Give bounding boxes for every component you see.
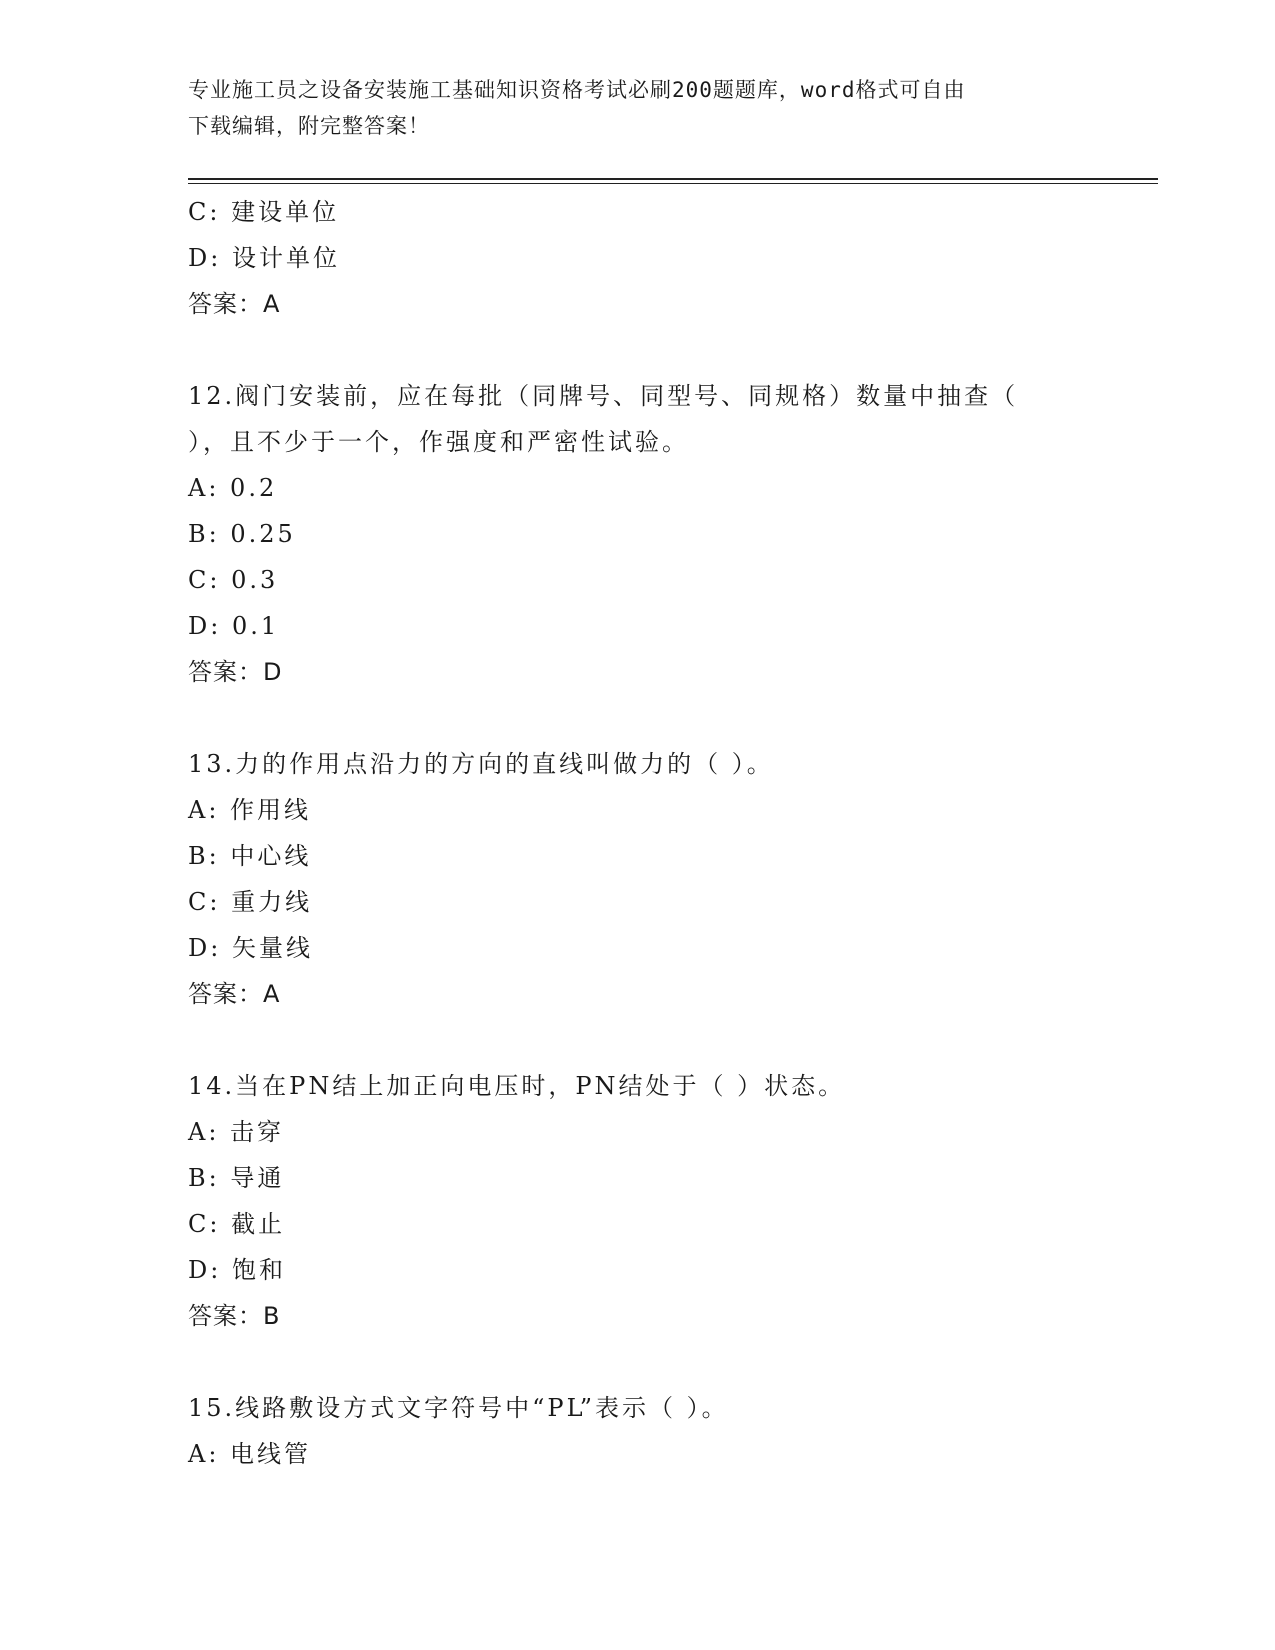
option-a: A: 作用线 <box>188 796 312 824</box>
option-b: B: 导通 <box>188 1164 285 1192</box>
option-d: D: 饱和 <box>188 1256 286 1284</box>
question-list <box>188 189 1088 1477</box>
question-15 <box>188 1385 1088 1477</box>
header-divider-thin <box>188 183 1158 184</box>
header-divider-thick <box>188 178 1158 180</box>
option-a: A: 0.2 <box>188 474 278 502</box>
answer-line: 答案：A <box>188 980 281 1008</box>
question-stem-line-2: ），且不少于一个，作强度和严密性试验。 <box>188 428 689 456</box>
spacer <box>188 695 1088 741</box>
option-b: B: 0.25 <box>188 520 296 548</box>
option-d: D: 0.1 <box>188 612 280 640</box>
document-header <box>188 72 1088 144</box>
header-line-2: 下载编辑，附完整答案！ <box>188 114 430 138</box>
question-stem: 13.力的作用点沿力的方向的直线叫做力的（ ）。 <box>188 750 774 778</box>
spacer <box>188 1339 1088 1385</box>
question-stem-line-1: 12.阀门安装前，应在每批（同牌号、同型号、同规格）数量中抽查（ <box>188 382 1019 410</box>
question-11-tail <box>188 189 1088 327</box>
option-d: D: 矢量线 <box>188 934 313 962</box>
question-14 <box>188 1063 1088 1339</box>
option-c: C: 重力线 <box>188 888 313 916</box>
answer-line: 答案：D <box>188 658 283 686</box>
option-c: C: 0.3 <box>188 566 279 594</box>
option-a: A: 击穿 <box>188 1118 285 1146</box>
option-d: D: 设计单位 <box>188 244 340 272</box>
spacer <box>188 1017 1088 1063</box>
question-stem: 14.当在PN结上加正向电压时，PN结处于（ ）状态。 <box>188 1072 846 1100</box>
question-stem: 15.线路敷设方式文字符号中“PL”表示（ ）。 <box>188 1394 729 1422</box>
question-13 <box>188 741 1088 1017</box>
answer-line: 答案：B <box>188 1302 281 1330</box>
option-c: C: 建设单位 <box>188 198 340 226</box>
spacer <box>188 327 1088 373</box>
answer-line: 答案：A <box>188 290 281 318</box>
option-c: C: 截止 <box>188 1210 286 1238</box>
option-b: B: 中心线 <box>188 842 312 870</box>
question-12 <box>188 373 1088 695</box>
option-a: A: 电线管 <box>188 1440 312 1468</box>
header-line-1: 专业施工员之设备安装施工基础知识资格考试必刷200题题库，word格式可自由 <box>188 78 966 102</box>
